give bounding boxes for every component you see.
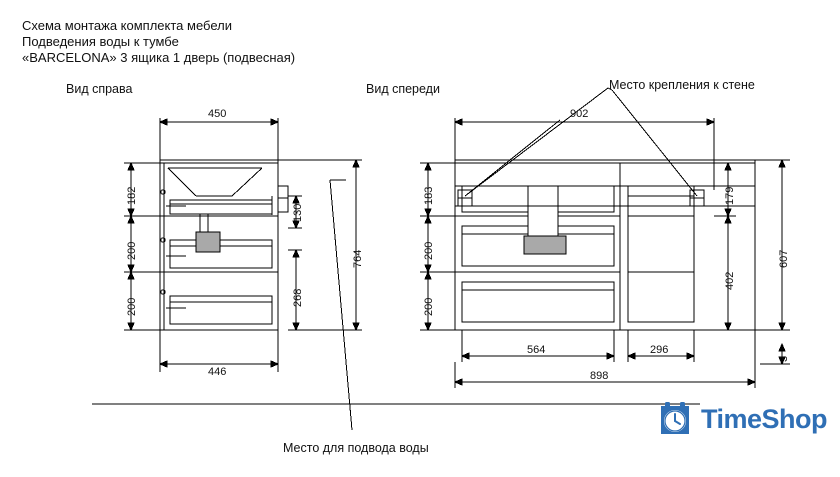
dim-front-h179: 179	[724, 186, 736, 205]
dim-front-h200-a: 200	[423, 241, 435, 260]
dim-right-bottom-width: 446	[208, 366, 227, 378]
label-view-right: Вид справа	[66, 82, 133, 96]
dim-front-h402: 402	[724, 271, 736, 290]
dim-front-bottom-width: 898	[590, 370, 609, 382]
dim-front-h200-b: 200	[423, 297, 435, 316]
dim-right-top-width: 450	[208, 108, 227, 120]
title-line-3: «BARCELONA» 3 ящика 1 дверь (подвесная)	[22, 50, 296, 65]
dim-front-h183: 183	[423, 186, 435, 205]
dim-right-h268: 268	[292, 288, 304, 307]
dim-front-h3: 3	[778, 355, 790, 362]
label-view-front: Вид спереди	[366, 82, 440, 96]
label-water-supply: Место для подвода воды	[283, 441, 429, 455]
label-wall-mount: Место крепления к стене	[609, 78, 755, 92]
dim-right-h182: 182	[126, 186, 138, 205]
title-line-1: Схема монтажа комплекта мебели	[22, 18, 232, 33]
clock-icon	[655, 400, 695, 440]
dim-right-h130: 130	[292, 203, 304, 222]
title-line-2: Подведения воды к тумбе	[22, 34, 179, 49]
dim-right-h764: 764	[352, 249, 364, 268]
dim-right-h200-a: 200	[126, 241, 138, 260]
timeshop-logo	[655, 398, 828, 444]
dim-right-h200-b: 200	[126, 297, 138, 316]
logo-text: TimeShop	[701, 404, 828, 434]
dim-front-h607: 607	[778, 249, 790, 268]
dim-front-top-width: 902	[570, 108, 589, 120]
dim-front-seg296: 296	[650, 344, 669, 356]
dim-front-seg564: 564	[527, 344, 546, 356]
